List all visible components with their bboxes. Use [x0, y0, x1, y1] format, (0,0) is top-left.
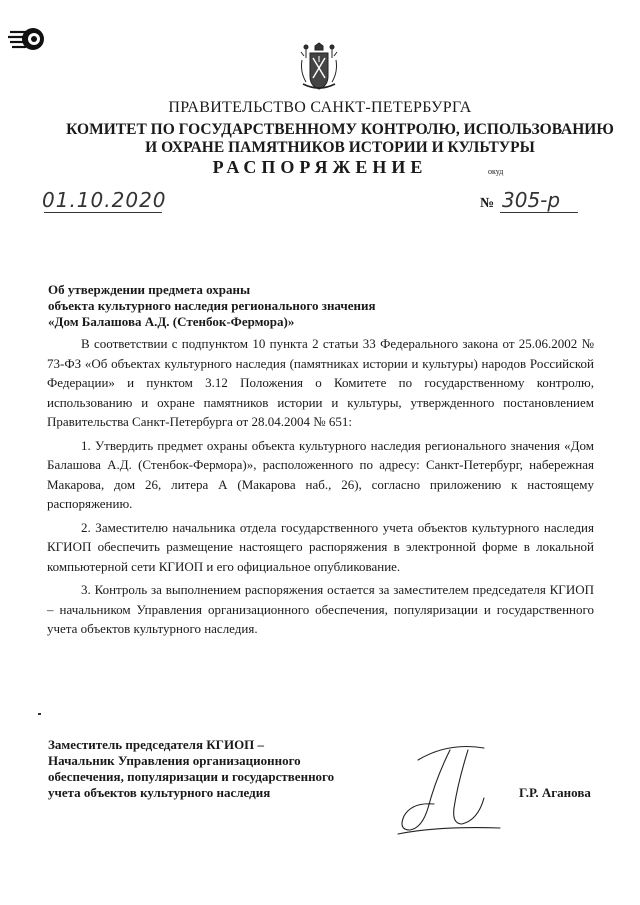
signer-line3: обеспечения, популяризации и государственного	[48, 769, 335, 784]
body-paragraph-item3: 3. Контроль за выполнением распоряжения остается за заместителем председателя КГИОП – начальником Управления организационного обеспечения, популяризации и государственного учета объектов культурного наследия.	[47, 582, 594, 636]
handwritten-number: 305-р	[502, 188, 561, 212]
scanner-logo-icon	[8, 22, 46, 56]
signer-line2: Начальник Управления организационного	[48, 753, 301, 768]
government-title: ПРАВИТЕЛЬСТВО САНКТ-ПЕТЕРБУРГА	[168, 99, 472, 116]
signer-line1: Заместитель председателя КГИОП –	[48, 737, 265, 752]
subject-line3: «Дом Балашова А.Д. (Стенбок-Фермора)»	[48, 314, 295, 329]
number-underline	[500, 212, 578, 213]
date-underline	[44, 212, 162, 213]
signer-line4: учета объектов культурного наследия	[48, 785, 271, 800]
body-paragraph-preamble: В соответствии с подпунктом 10 пункта 2 статьи 33 Федерального закона от 25.06.2002 № 73-ФЗ «Об объектах культурного наследия (памятниках истории и культуры) народов Российской Федерации» и пунктом 3.12 Положения о Комитете по государственному контролю, использованию и охране памятников истории и культуры, утвержденного постановлением Правительства Санкт-Петербурга от 28.04.2004 № 651:	[47, 336, 594, 429]
committee-title	[40, 121, 640, 157]
body-paragraph-item1: 1. Утвердить предмет охраны объекта культурного наследия регионального значения «Дом Балашова А.Д. (Стенбок-Фермора)», расположенного по адресу: Санкт-Петербург, набережная Макарова, дом 26, литера А (Макарова наб., 26), согласно приложению к настоящему распоряжению.	[47, 437, 594, 511]
document-body	[47, 334, 594, 643]
committee-title-line2: И ОХРАНЕ ПАМЯТНИКОВ ИСТОРИИ И КУЛЬТУРЫ	[145, 139, 535, 156]
committee-title-line1: КОМИТЕТ ПО ГОСУДАРСТВЕННОМУ КОНТРОЛЮ, ИСПОЛЬЗОВАНИЮ	[66, 121, 614, 138]
scan-mark	[38, 713, 41, 715]
document-type-title: РАСПОРЯЖЕНИЕ	[212, 157, 428, 177]
handwritten-signature-icon	[388, 738, 506, 838]
okud-label: окуд	[488, 167, 504, 176]
handwritten-date: 01.10.2020	[42, 188, 167, 212]
subject-line2: объекта культурного наследия регионального значения	[48, 298, 376, 313]
coat-of-arms-icon	[298, 42, 340, 94]
number-sign: №	[480, 196, 495, 211]
subject-line1: Об утверждении предмета охраны	[48, 282, 251, 297]
body-paragraph-item2: 2. Заместителю начальника отдела государственного учета объектов культурного наследия КГИОП обеспечить размещение настоящего распоряжения в электронной форме в локальной компьютерной сети КГИОП и его официальное опубликование.	[47, 519, 594, 574]
document-subject	[48, 282, 408, 330]
signer-name: Г.Р. Аганова	[519, 785, 591, 800]
signer-position	[48, 737, 368, 801]
